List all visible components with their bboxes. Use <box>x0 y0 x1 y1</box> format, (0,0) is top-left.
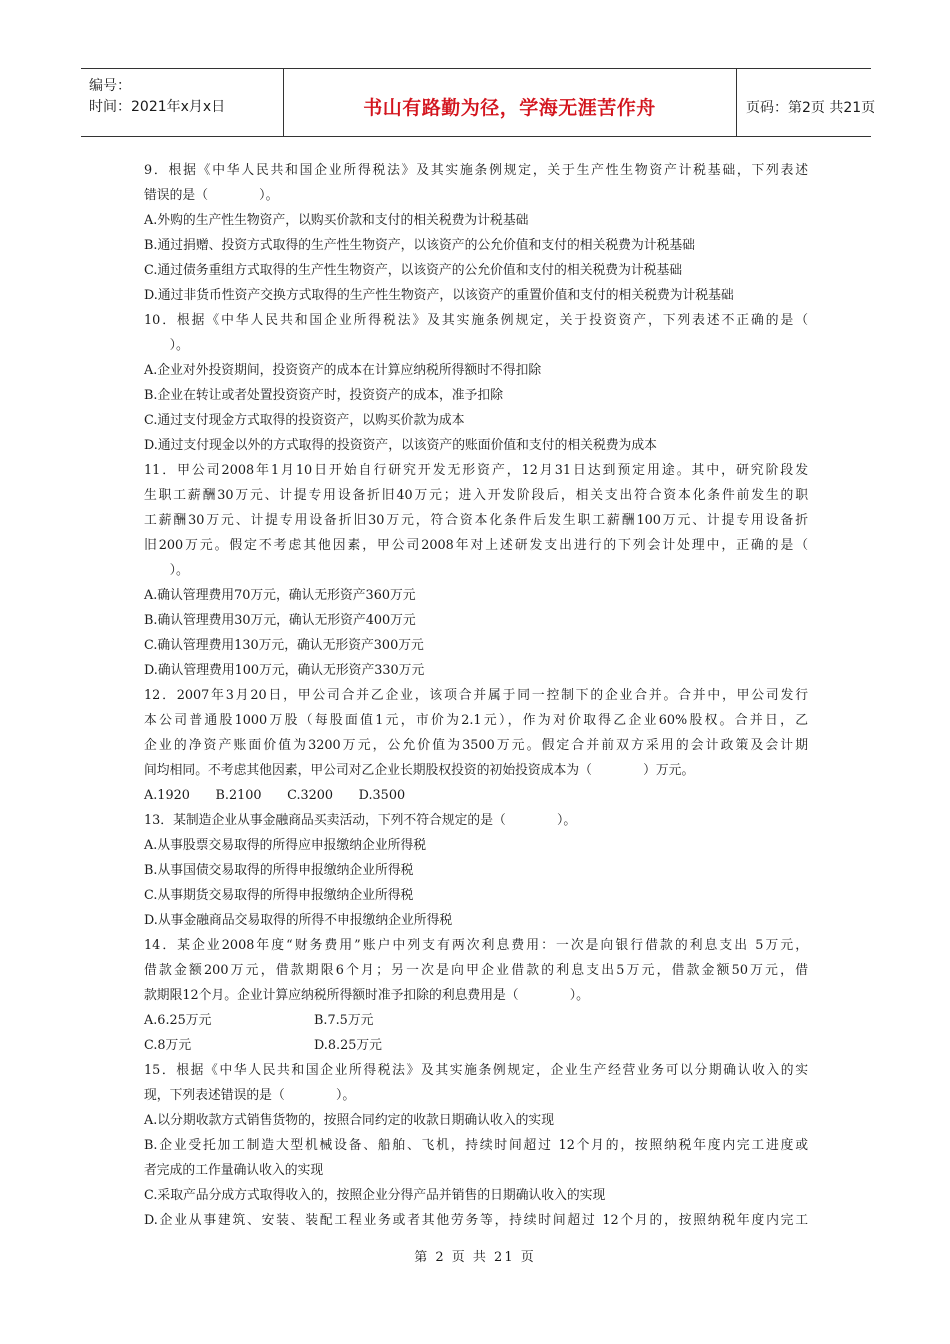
body-line: 借款金额200万元，借款期限6个月；另一次是向甲企业借款的利息支出5万元，借款金额50万元，借 <box>144 963 808 978</box>
answer-options-row <box>144 1033 808 1058</box>
body-line: 11．甲公司2008年1月10日开始自行研究开发无形资产，12月31日达到预定用途。其中，研究阶段发 <box>144 463 808 478</box>
body-line: 12．2007年3月20日，甲公司合并乙企业，该项合并属于同一控制下的企业合并。合并中，甲公司发行 <box>144 688 808 703</box>
page-footer: 第 2 页 共 21 页 <box>414 1250 536 1265</box>
body-line: C.从事期货交易取得的所得申报缴纳企业所得税 <box>144 888 414 903</box>
option-b: B.7.5万元 <box>314 1013 374 1028</box>
body-line: B.通过捐赠、投资方式取得的生产性生物资产，以该资产的公允价值和支付的相关税费为计税基础 <box>144 238 695 253</box>
page-header <box>81 68 876 137</box>
body-line: C.确认管理费用130万元，确认无形资产300万元 <box>144 638 424 653</box>
body-line: 间均相同。不考虑其他因素，甲公司对乙企业长期股权投资的初始投资成本为（ ）万元。 <box>144 763 695 778</box>
body-line: 10．根据《中华人民共和国企业所得税法》及其实施条例规定，关于投资资产，下列表述不正确的是（ <box>144 313 808 328</box>
header-motto-cell <box>283 69 737 136</box>
option-a: A.6.25万元 <box>144 1013 212 1028</box>
body-line: D.从事金融商品交易取得的所得不申报缴纳企业所得税 <box>144 913 453 928</box>
header-motto: 书山有路勤为径，学海无涯苦作舟 <box>363 97 656 119</box>
body-line: C.通过支付现金方式取得的投资资产，以购买价款为成本 <box>144 413 465 428</box>
body-line: ）。 <box>144 563 189 578</box>
body-line: B.企业受托加工制造大型机械设备、船舶、飞机，持续时间超过 12个月的，按照纳税年度内完工进度或 <box>144 1138 808 1153</box>
body-line: D.企业从事建筑、安装、装配工程业务或者其他劳务等，持续时间超过 12个月的，按照纳税年度内完工 <box>144 1213 808 1228</box>
body-line: ）。 <box>144 338 189 353</box>
body-line: 15．根据《中华人民共和国企业所得税法》及其实施条例规定，企业生产经营业务可以分期确认收入的实 <box>144 1063 808 1078</box>
body-line: 现，下列表述错误的是（ ）。 <box>144 1088 356 1103</box>
body-line: C.通过债务重组方式取得的生产性生物资产，以该资产的公允价值和支付的相关税费为计税基础 <box>144 263 683 278</box>
option-d: D.8.25万元 <box>314 1038 382 1053</box>
body-line: A.确认管理费用70万元，确认无形资产360万元 <box>144 588 416 603</box>
body-line: 14．某企业2008年度“财务费用”账户中列支有两次利息费用：一次是向银行借款的利息支出 5万元， <box>144 938 808 953</box>
header-meta-cell <box>81 69 284 136</box>
body-line: B.确认管理费用30万元，确认无形资产400万元 <box>144 613 416 628</box>
body-line: A.以分期收款方式销售货物的，按照合同约定的收款日期确认收入的实现 <box>144 1113 555 1128</box>
body-line: B.从事国债交易取得的所得申报缴纳企业所得税 <box>144 863 414 878</box>
document-code-label: 编号： <box>89 78 131 94</box>
body-line: D.通过支付现金以外的方式取得的投资资产，以该资产的账面价值和支付的相关税费为成本 <box>144 438 657 453</box>
body-line: C.采取产品分成方式取得收入的，按照企业分得产品并销售的日期确认收入的实现 <box>144 1188 606 1203</box>
body-line: D.通过非货币性资产交换方式取得的生产性生物资产，以该资产的重置价值和支付的相关税费为计税基础 <box>144 288 734 303</box>
body-line: B.企业在转让或者处置投资资产时，投资资产的成本，准予扣除 <box>144 388 503 403</box>
body-line: 本公司普通股1000万股（每股面值1元，市价为2.1元），作为对价取得乙企业60%股权。合并日，乙 <box>144 713 808 728</box>
header-page-cell <box>736 69 876 136</box>
body-line: 款期限12个月。企业计算应纳税所得额时准予扣除的利息费用是（ ）。 <box>144 988 589 1003</box>
body-line: 工薪酬30万元、计提专用设备折旧30万元，符合资本化条件后发生职工薪酬100万元、计提专用设备折 <box>144 513 808 528</box>
body-line: D.确认管理费用100万元，确认无形资产330万元 <box>144 663 425 678</box>
body-line: A.企业对外投资期间，投资资产的成本在计算应纳税所得额时不得扣除 <box>144 363 542 378</box>
header-page-number: 页码：第2页 共21页 <box>746 100 876 116</box>
body-line: A.从事股票交易取得的所得应申报缴纳企业所得税 <box>144 838 427 853</box>
body-line: 9．根据《中华人民共和国企业所得税法》及其实施条例规定，关于生产性生物资产计税基础，下列表述 <box>144 163 808 178</box>
document-date-label: 时间：2021年x月x日 <box>89 99 226 115</box>
body-line: A.外购的生产性生物资产，以购买价款和支付的相关税费为计税基础 <box>144 213 529 228</box>
body-line: 错误的是（ ）。 <box>144 188 279 203</box>
document-body <box>144 158 808 1233</box>
body-line: 旧200万元。假定不考虑其他因素，甲公司2008年对上述研发支出进行的下列会计处理中，正确的是（ <box>144 538 808 553</box>
body-line: 13．某制造企业从事金融商品买卖活动，下列不符合规定的是（ ）。 <box>144 813 577 828</box>
answer-options-row <box>144 1008 808 1033</box>
body-line: 企业的净资产账面价值为3200万元，公允价值为3500万元。假定合并前双方采用的会计政策及会计期 <box>144 738 808 753</box>
body-line: 生职工薪酬30万元、计提专用设备折旧40万元；进入开发阶段后，相关支出符合资本化条件前发生的职 <box>144 488 808 503</box>
body-line: 者完成的工作量确认收入的实现 <box>144 1163 324 1178</box>
body-line: A.1920 B.2100 C.3200 D.3500 <box>144 788 406 803</box>
option-c: C.8万元 <box>144 1038 192 1053</box>
